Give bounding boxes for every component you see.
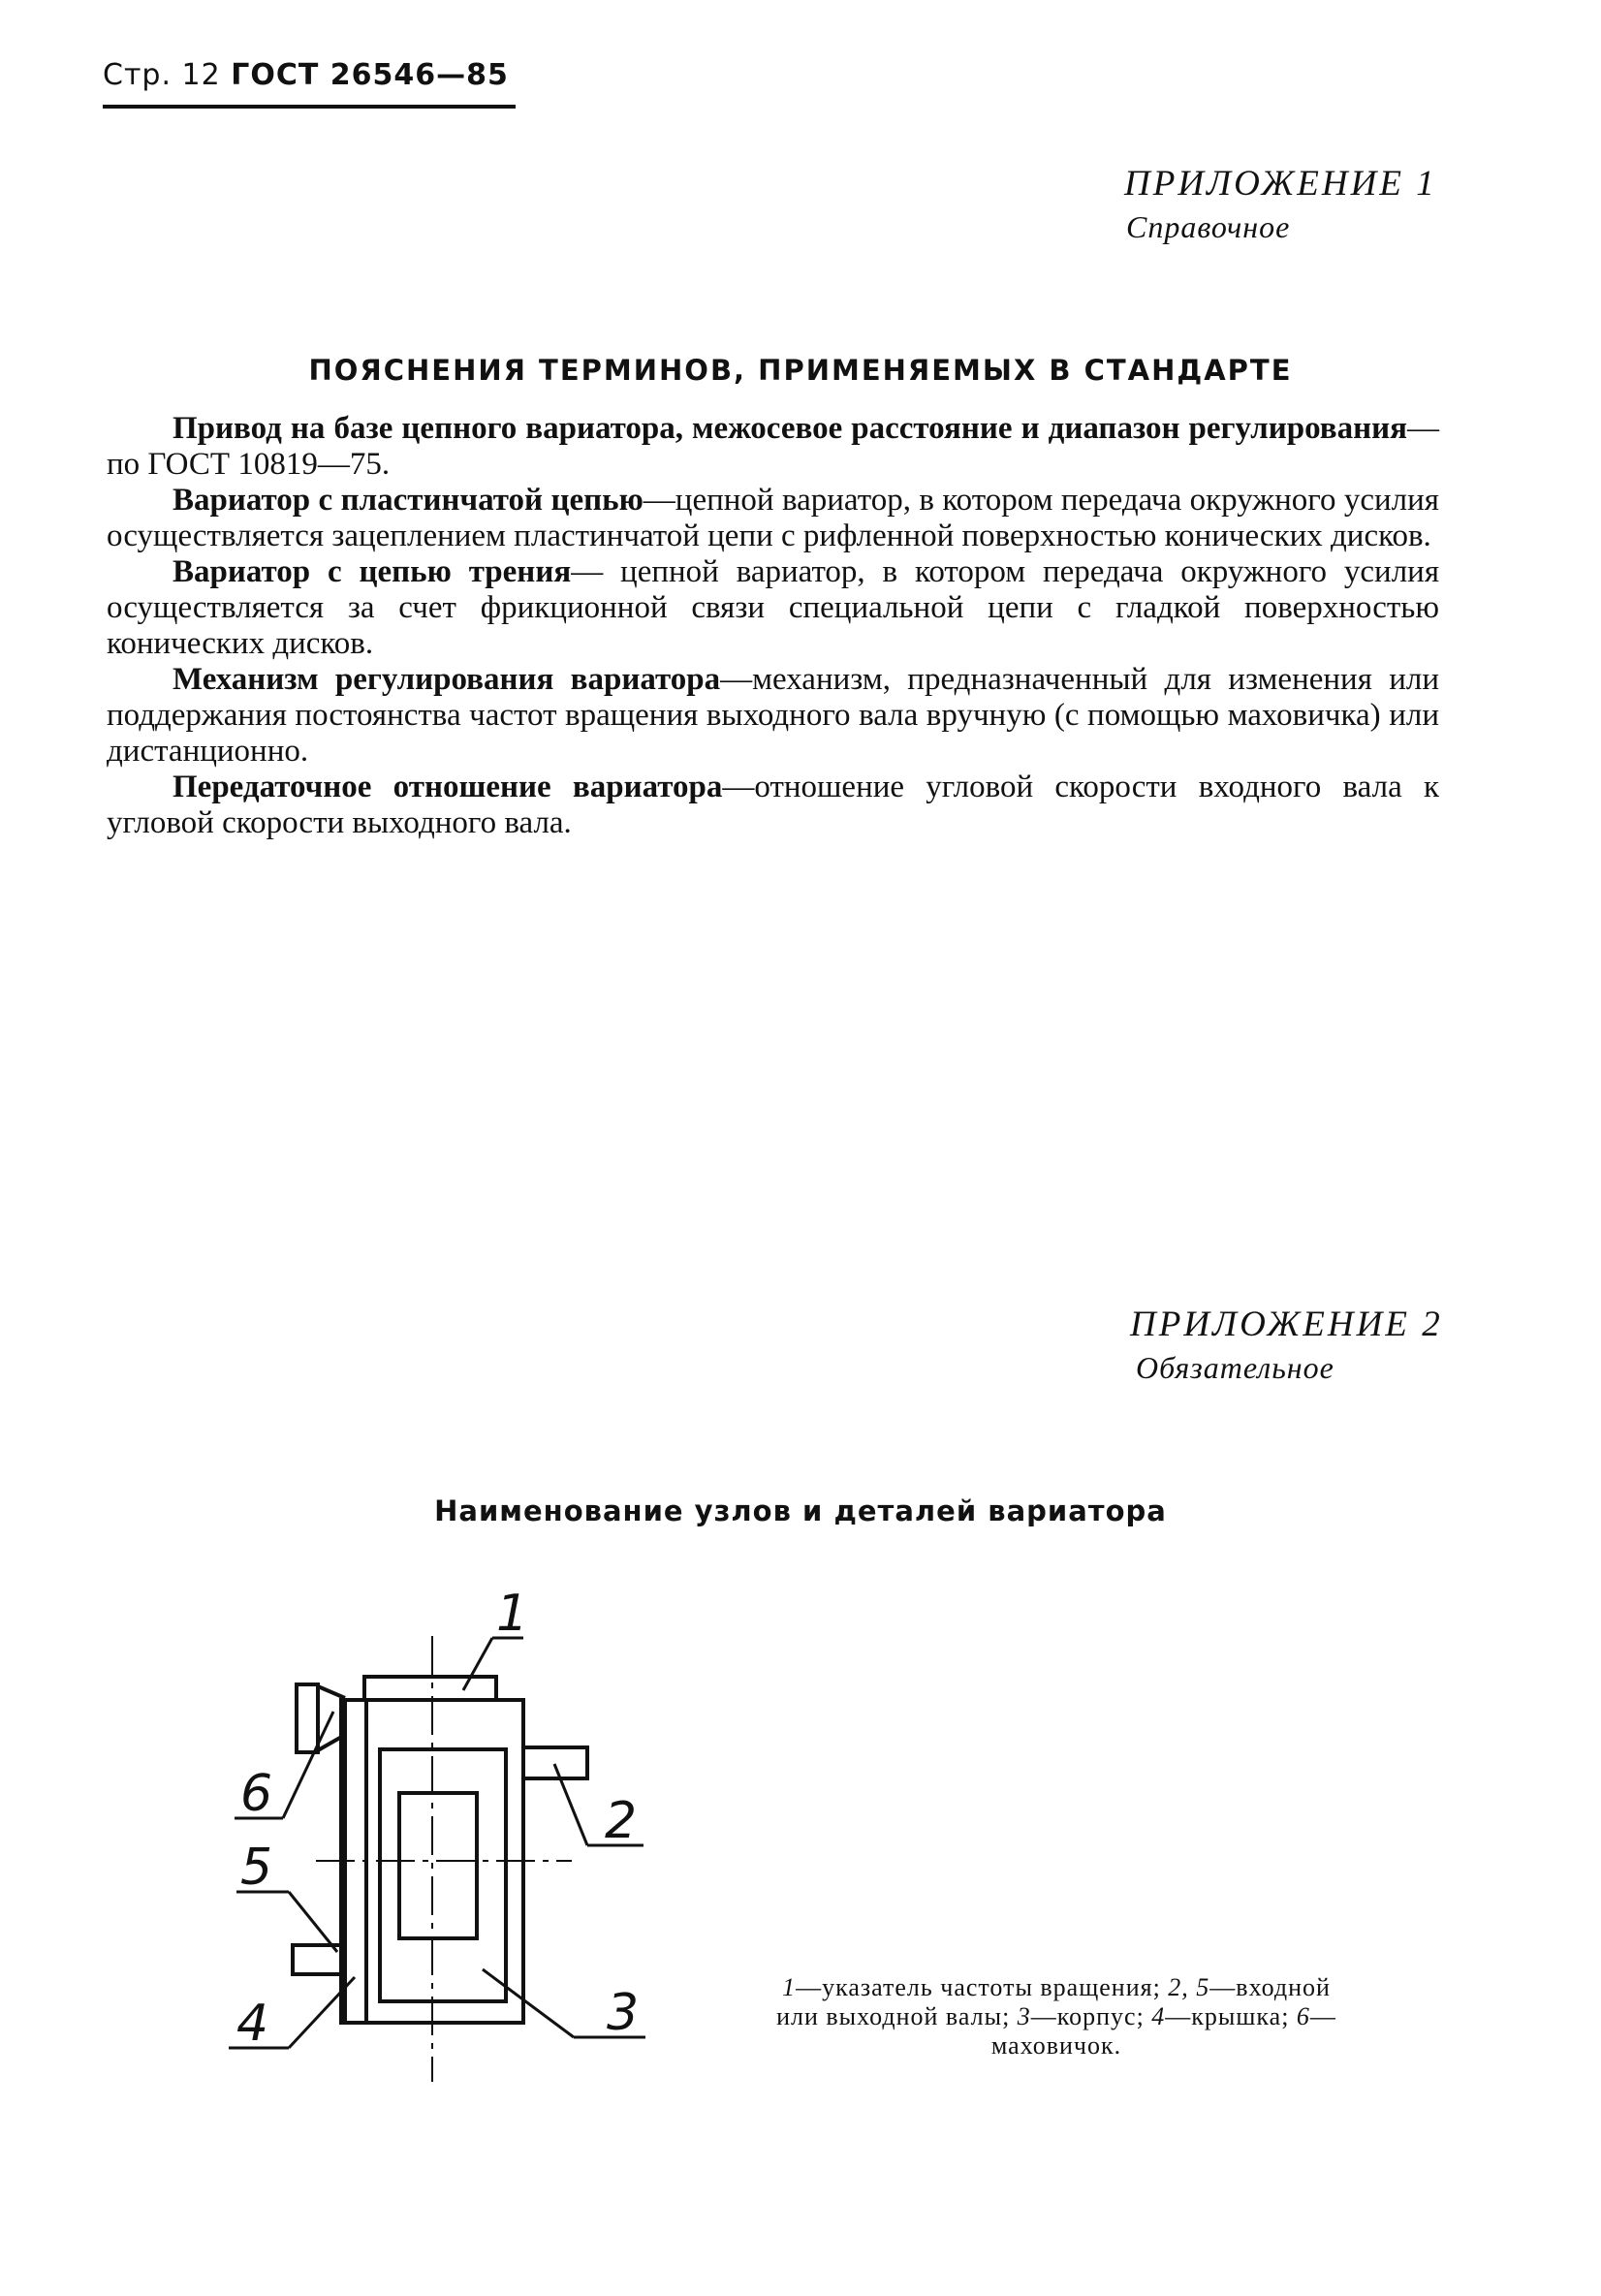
- caption-num: 6: [1296, 2002, 1310, 2030]
- term-definition: —цепной вариатор, в котором передача окружного усилия осуществляется зацеплением пластинчатой цепи с рифленной поверхностью конических дисков.: [107, 483, 1439, 553]
- caption-num: 2, 5: [1168, 1973, 1210, 2001]
- term-name: Механизм регулирования вариатора: [173, 662, 721, 697]
- caption-text: —указатель частоты вращения;: [796, 1973, 1169, 2001]
- term-name: Передаточное отношение вариатора: [173, 770, 723, 804]
- appendix-2-label: ПРИЛОЖЕНИЕ 2: [1130, 1305, 1443, 1344]
- housing-window: [399, 1793, 477, 1938]
- shaft-right: [523, 1747, 587, 1778]
- caption-text: —входной или выходной валы;: [776, 1973, 1331, 2030]
- caption-text: —корпус;: [1030, 2002, 1152, 2030]
- term-name: Вариатор с цепью трения: [173, 554, 572, 589]
- appendix-2-type: Обязательное: [1136, 1350, 1334, 1385]
- term-definition: — цепной вариатор, в котором передача окружного усилия осуществляется за счет фрикционной связи специальной цепи с гладкой поверхностью конических дисков.: [107, 554, 1440, 661]
- leader-6: [283, 1712, 333, 1818]
- handwheel: [297, 1684, 318, 1752]
- callout-2: 2: [605, 1792, 638, 1850]
- page-number: Стр. 12: [103, 58, 221, 92]
- caption-num: 3: [1017, 2002, 1031, 2030]
- callout-5: 5: [240, 1839, 273, 1897]
- appendix-1-label: ПРИЛОЖЕНИЕ 1: [1124, 164, 1437, 204]
- appendix-1-type: Справочное: [1126, 209, 1291, 244]
- gost-number: ГОСТ 26546—85: [231, 58, 509, 92]
- term-name: Привод на базе цепного вариатора, межосевое расстояние и диапазон регулирования: [173, 411, 1407, 446]
- figure-title: Наименование узлов и деталей вариатора: [434, 1494, 1167, 1527]
- term-name: Вариатор с пластинчатой цепью: [173, 483, 644, 518]
- callout-1: 1: [496, 1585, 529, 1643]
- leader-2: [554, 1764, 587, 1845]
- term-definition: —механизм, предназначенный для изменения или поддержания постоянства частот вращения выходного вала вручную (с помощью маховичка) или дистанционно.: [107, 662, 1439, 769]
- leader-5: [289, 1892, 337, 1952]
- callout-3: 3: [607, 1984, 640, 2042]
- term-definition: —отношение угловой скорости входного вала к угловой скорости выходного вала.: [107, 770, 1440, 840]
- caption-num: 1: [782, 1973, 797, 2001]
- callout-4: 4: [236, 1995, 269, 2053]
- caption-text: —крышка;: [1165, 2002, 1297, 2030]
- leader-1: [463, 1638, 492, 1690]
- figure-caption: [766, 1973, 1347, 2060]
- caption-num: 4: [1151, 2002, 1166, 2030]
- callout-6: 6: [240, 1765, 273, 1823]
- term-definition: —по ГОСТ 10819—75.: [107, 411, 1439, 482]
- handwheel-link: [318, 1686, 345, 1698]
- caption-text: —маховичок.: [990, 2002, 1336, 2060]
- section-title: ПОЯСНЕНИЯ ТЕРМИНОВ, ПРИМЕНЯЕМЫХ В СТАНДАРТЕ: [308, 354, 1293, 387]
- speed-indicator: [364, 1677, 496, 1700]
